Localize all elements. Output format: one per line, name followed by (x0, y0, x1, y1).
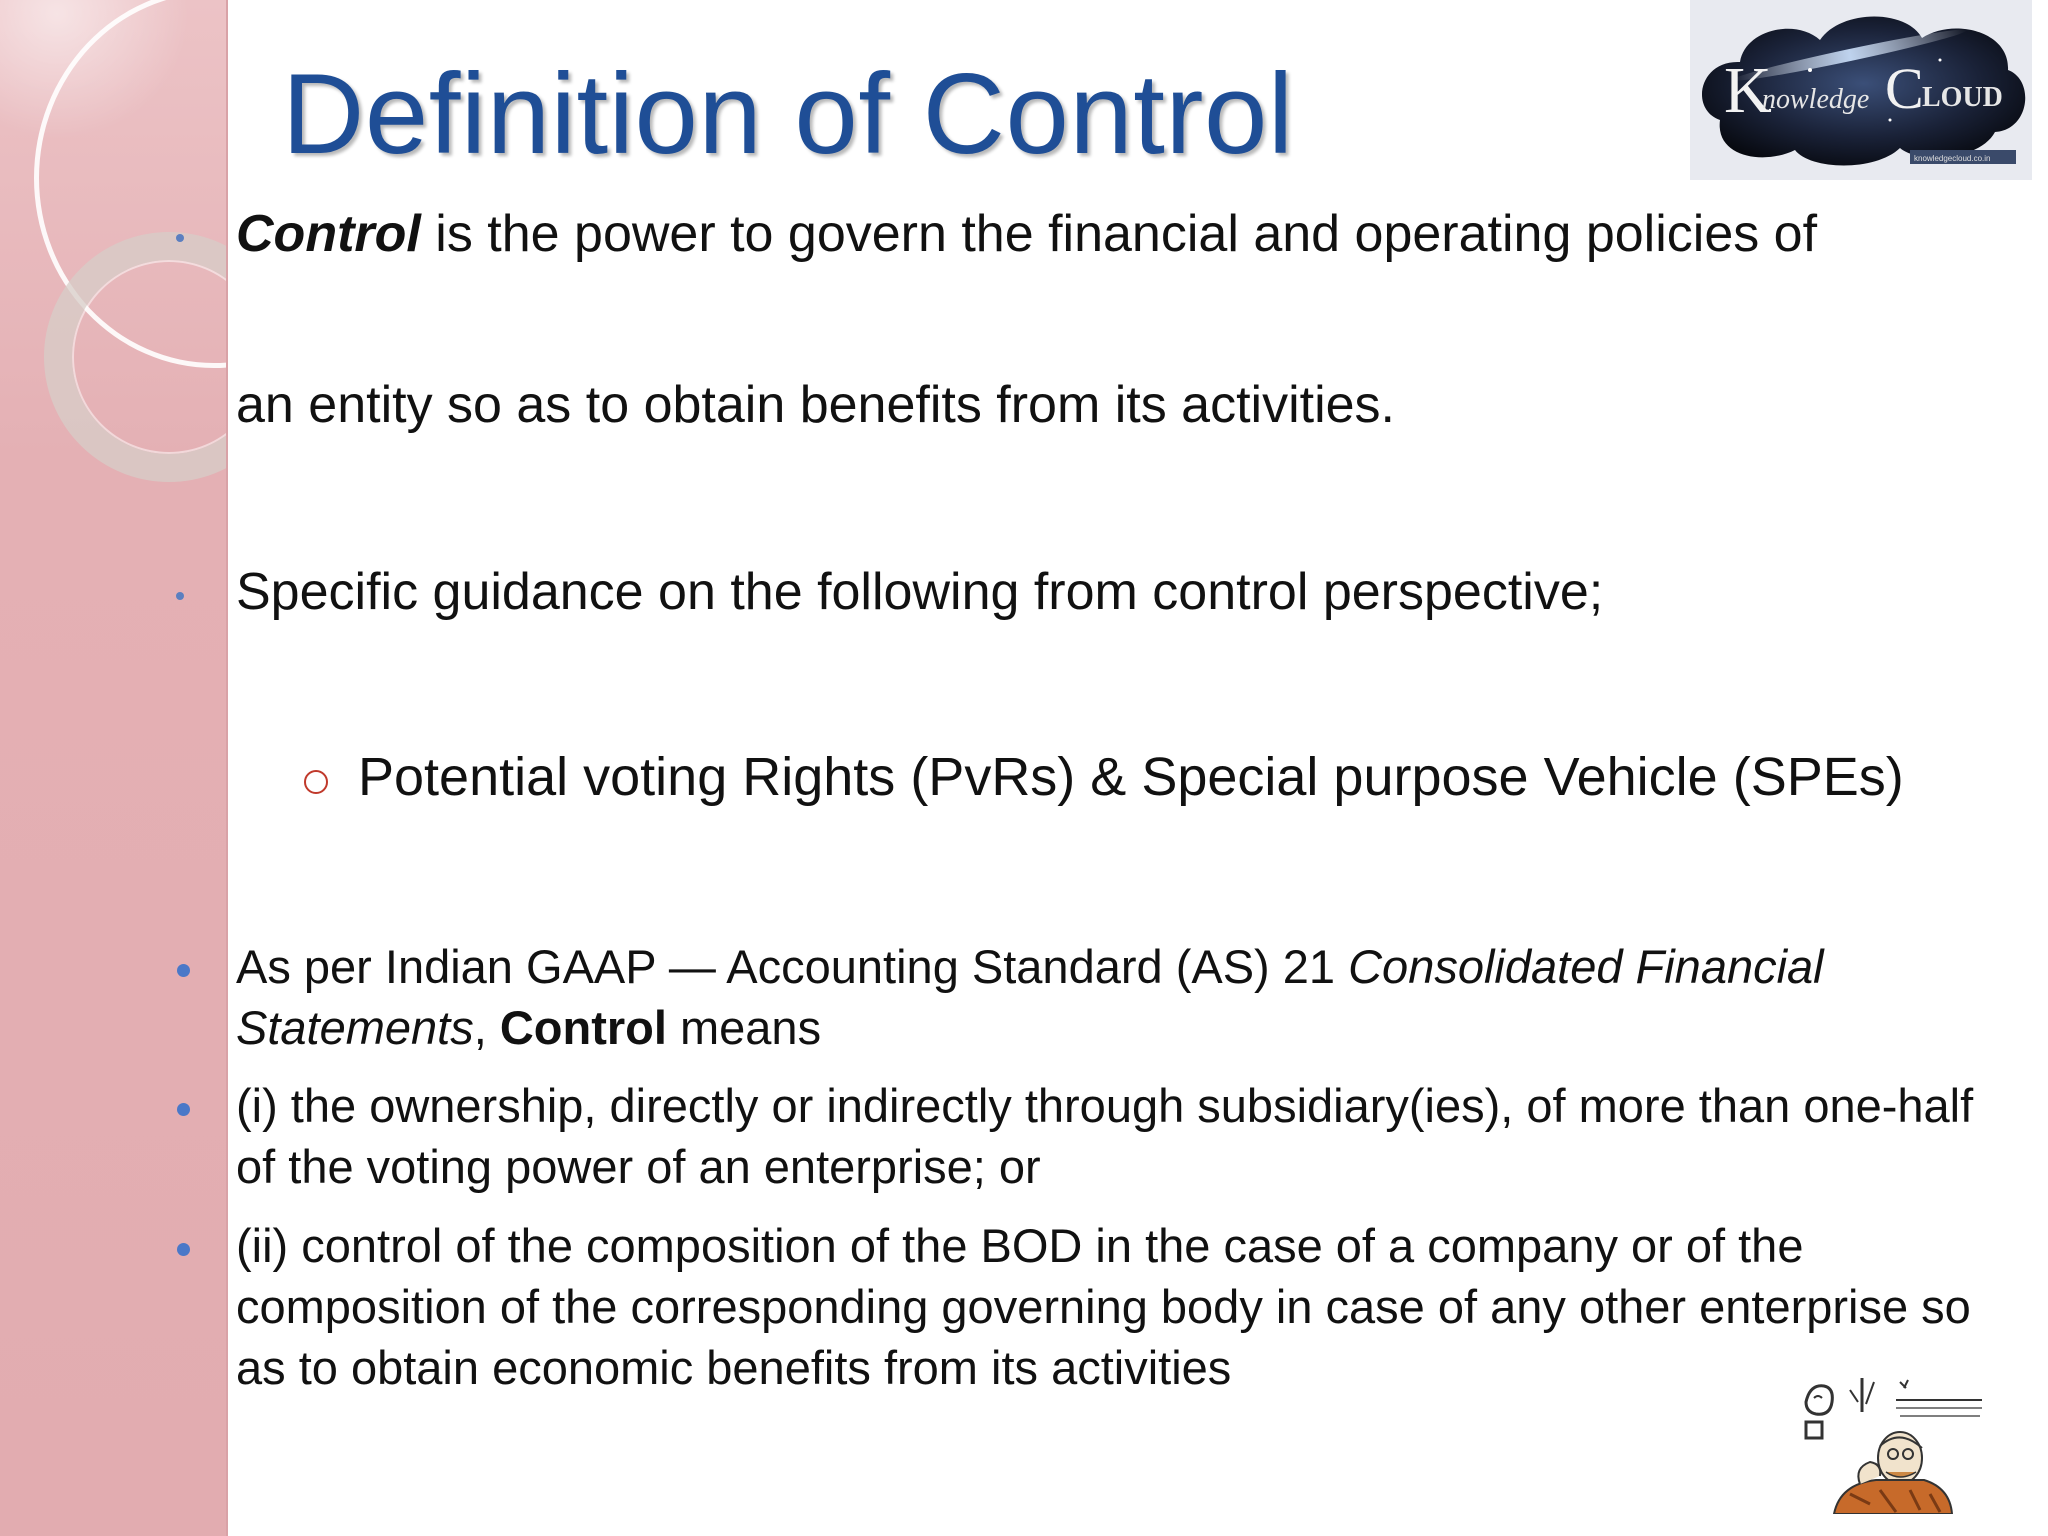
bullet-5-marker (177, 1243, 190, 1256)
bullet-3-standard-name: Consolidated Financial Statements (236, 940, 1824, 1054)
bullet-3-part-3: , (473, 1001, 500, 1054)
logo-tagline: knowledgecloud.co.in (1914, 154, 1991, 163)
logo-word-loud: LOUD (1922, 82, 2003, 113)
bullet-1-marker (176, 234, 184, 242)
bullet-3-marker (177, 964, 190, 977)
bullet-1-line-1 (236, 203, 1817, 265)
bullet-1-line-2: an entity so as to obtain benefits from its activities. (236, 376, 1396, 434)
bullet-5-text: (ii) control of the composition of the BOD in the case of a company or of the composition of the corresponding governing body in case of any other enterprise so as to obtain economic benefits from its activities (236, 1219, 1971, 1394)
cartoon-graphic (1800, 1372, 1986, 1514)
bullet-2-marker (176, 592, 184, 600)
thinking-man-cartoon (1800, 1372, 1986, 1514)
sub-bullet-text: Potential voting Rights (PvRs) & Special purpose Vehicle (SPEs) (358, 747, 1904, 807)
logo-letter-c: C (1885, 56, 1924, 121)
knowledge-cloud-logo (1690, 0, 2032, 180)
bullet-3-part-1: As per Indian GAAP — Accounting Standard (AS) 21 (236, 940, 1349, 993)
bullet-3-part-5: means (666, 1001, 822, 1054)
bullet-1-bold-term: Control (236, 205, 421, 263)
bullet-3-bold-term: Control (499, 1001, 667, 1054)
bullet-1-line-1-rest: is the power to govern the financial and operating policies of (420, 205, 1818, 263)
bullet-2-text: Specific guidance on the following from control perspective; (236, 563, 1604, 621)
logo-word-nowledge: nowledge (1762, 84, 1870, 115)
bullet-4-marker (177, 1103, 190, 1116)
sub-bullet-marker (304, 770, 328, 794)
bullet-4-text: (i) the ownership, directly or indirectly through subsidiary(ies), of more than one-half of the voting power of an enterprise; or (236, 1079, 1974, 1193)
slide-title: Definition of Control (282, 51, 1294, 178)
bullet-3-text (236, 936, 1996, 1058)
decorative-sidebar (0, 0, 228, 1536)
logo-letter-k: K (1724, 54, 1772, 127)
logo-graphic (1690, 0, 2032, 180)
